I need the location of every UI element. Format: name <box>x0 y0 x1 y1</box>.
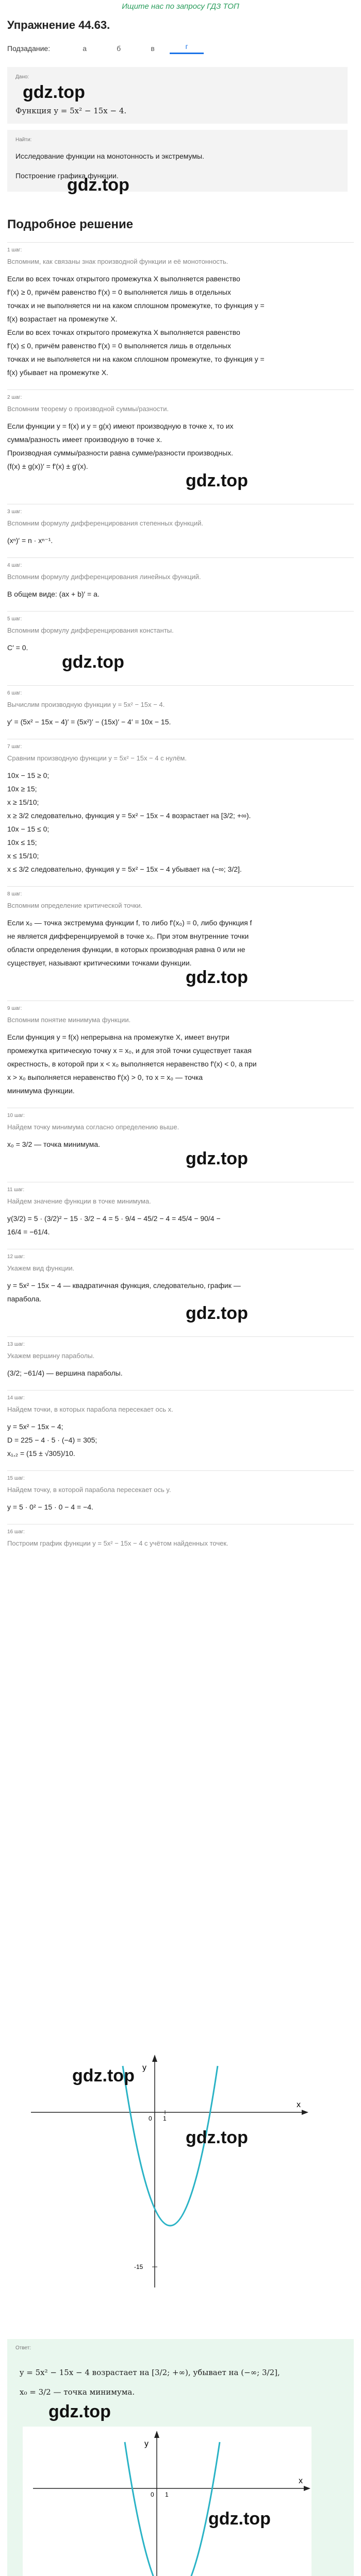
step-line: Если во всех точках открытого промежутка X выполняется равенство <box>7 275 240 283</box>
step-stage: 5 шаг: <box>7 616 22 622</box>
step-stage: 12 шаг: <box>7 1254 25 1260</box>
subtask-option-b[interactable]: б <box>117 44 121 53</box>
subtask-option-a[interactable]: а <box>83 44 87 53</box>
watermark: gdz.top <box>208 2509 271 2529</box>
step-line: окрестность, в которой при x < x₀ выполняется неравенство f′(x) < 0, а при <box>7 1060 257 1068</box>
step-line: Если функция y = f(x) непрерывна на промежутке X, имеет внутри <box>7 1033 229 1041</box>
step-line: x > x₀ выполняется неравенство f′(x) > 0, то x = x₀ — точка <box>7 1073 203 1081</box>
answer-origin-label: 0 <box>151 2491 154 2498</box>
step-stage: 11 шаг: <box>7 1187 25 1193</box>
answer-stage: Ответ: <box>15 2345 31 2351</box>
step-line: y = 5 · 0² − 15 · 0 − 4 = −4. <box>7 1503 93 1511</box>
step-note: Найдем точку минимума согласно определению выше. <box>7 1123 179 1131</box>
step-separator <box>7 685 354 686</box>
solution-heading: Подробное решение <box>7 217 134 231</box>
step-line: минимума функции. <box>7 1087 75 1095</box>
step-note: Вычислим производную функции y = 5x² − 15x − 4. <box>7 701 165 708</box>
subtask-label: Подзадание: <box>7 44 51 53</box>
find-line-1: Исследование функции на монотонность и экстремумы. <box>15 152 204 160</box>
answer-line-1: y = 5x² − 15x − 4 возрастает на [3/2; +∞), убывает на (−∞; 3/2], <box>20 2368 280 2377</box>
step-separator <box>7 557 354 558</box>
step-separator <box>7 389 354 390</box>
step-note: Построим график функции y = 5x² − 15x − 4 с учётом найденных точек. <box>7 1539 228 1547</box>
step-separator <box>7 1336 354 1337</box>
step-line: не является дифференцируемой в точке x₀. При этом внутренние точки <box>7 932 249 940</box>
watermark: gdz.top <box>48 2402 111 2421</box>
answer-line-2: x₀ = 3/2 — точка минимума. <box>20 2387 135 2397</box>
step-line: Если x₀ — точка экстремума функции f, то либо f′(x₀) = 0, либо функция f <box>7 919 252 927</box>
step-stage: 7 шаг: <box>7 744 22 750</box>
function-graph <box>21 2050 309 2293</box>
step-line: области определения функции, в которых производная равна 0 или не <box>7 945 245 954</box>
step-stage: 2 шаг: <box>7 395 22 400</box>
step-line: x ≤ 15/10; <box>7 852 39 860</box>
step-line: В общем виде: (ax + b)′ = a. <box>7 590 100 598</box>
step-note: Вспомним определение критической точки. <box>7 902 143 909</box>
step-line: 10x ≥ 15; <box>7 785 37 793</box>
step-stage: 8 шаг: <box>7 891 22 897</box>
step-note: Вспомним теорему о производной суммы/разности. <box>7 405 169 413</box>
y-axis-label: y <box>142 2063 146 2072</box>
step-line: f(x) возрастает на промежутке X. <box>7 315 118 323</box>
y-axis-arrow <box>152 2055 157 2062</box>
find-stage: Найти: <box>15 137 32 143</box>
step-line: Если во всех точках открытого промежутка X выполняется равенство <box>7 328 240 336</box>
watermark: gdz.top <box>23 82 85 102</box>
step-note: Сравним производную функции y = 5x² − 15x − 4 с нулём. <box>7 754 187 762</box>
answer-x-tick-label: 1 <box>165 2491 169 2498</box>
step-separator <box>7 886 354 887</box>
subtask-option-v[interactable]: в <box>151 44 155 53</box>
step-stage: 3 шаг: <box>7 509 22 515</box>
step-note: Вспомним формулу дифференцирования степенных функций. <box>7 519 203 527</box>
answer-y-label: y <box>144 2439 149 2448</box>
watermark: gdz.top <box>62 652 124 672</box>
step-line: y(3/2) = 5 · (3/2)² − 15 · 3/2 − 4 = 5 · 9/4 − 45/2 − 4 = 45/4 − 90/4 − <box>7 1214 221 1223</box>
watermark: gdz.top <box>186 968 248 987</box>
exercise-title: Упражнение 44.63. <box>7 19 110 31</box>
step-line: (3/2; −61/4) — вершина параболы. <box>7 1369 123 1377</box>
step-line: (f(x) ± g(x))′ = f′(x) ± g′(x). <box>7 462 88 470</box>
step-note: Укажем вершину параболы. <box>7 1352 95 1360</box>
step-note: Найдем точки, в которых парабола пересекает ось x. <box>7 1405 173 1413</box>
step-line: 16/4 = −61/4. <box>7 1228 50 1236</box>
step-line: x ≥ 15/10; <box>7 798 39 806</box>
step-stage: 1 шаг: <box>7 247 22 253</box>
watermark: gdz.top <box>186 2128 248 2147</box>
given-card <box>7 67 348 124</box>
answer-graph <box>23 2427 311 2576</box>
step-line: 10x − 15 ≤ 0; <box>7 825 50 833</box>
step-line: (xⁿ)′ = n · xⁿ⁻¹. <box>7 536 53 545</box>
given-stage: Дано: <box>15 74 29 80</box>
watermark: gdz.top <box>186 1149 248 1168</box>
watermark: gdz.top <box>186 1303 248 1323</box>
step-line: x₀ = 3/2 — точка минимума. <box>7 1140 101 1148</box>
watermark: gdz.top <box>186 471 248 490</box>
find-card <box>7 130 348 192</box>
step-line: f(x) убывает на промежутке X. <box>7 368 108 377</box>
step-note: Найдем значение функции в точке минимума. <box>7 1197 151 1205</box>
step-separator <box>7 611 354 612</box>
step-stage: 4 шаг: <box>7 563 22 568</box>
step-line: f′(x) ≥ 0, причём равенство f′(x) = 0 выполняется лишь в отдельных <box>7 288 231 296</box>
step-stage: 6 шаг: <box>7 690 22 696</box>
step-line: y = 5x² − 15x − 4 — квадратичная функция, следовательно, график — <box>7 1281 241 1290</box>
step-stage: 10 шаг: <box>7 1113 25 1118</box>
step-line: D = 225 − 4 · 5 · (−4) = 305; <box>7 1436 97 1444</box>
watermark: gdz.top <box>72 2066 135 2086</box>
step-stage: 15 шаг: <box>7 1476 25 1481</box>
step-note: Вспомним, как связаны знак производной функции и её монотонность. <box>7 258 228 265</box>
search-hint-link[interactable]: Ищите нас по запросу ГДЗ ТОП <box>122 2 239 11</box>
step-line: x ≤ 3/2 следовательно, функция y = 5x² − 15x − 4 убывает на (−∞; 3/2]. <box>7 865 242 873</box>
step-stage: 13 шаг: <box>7 1342 25 1347</box>
step-line: y = 5x² − 15x − 4; <box>7 1422 63 1431</box>
subtask-selector <box>7 42 204 54</box>
step-note: Укажем вид функции. <box>7 1264 75 1272</box>
x-axis-label: x <box>297 2100 301 2109</box>
step-line: C′ = 0. <box>7 643 28 652</box>
step-separator <box>7 242 354 243</box>
step-stage: 14 шаг: <box>7 1395 25 1401</box>
step-note: Вспомним понятие минимума функции. <box>7 1016 131 1024</box>
step-line: Если функции y = f(x) и y = g(x) имеют производную в точке x, то их <box>7 422 234 430</box>
y-tick-label: -15 <box>134 2263 143 2270</box>
watermark: gdz.top <box>67 175 129 195</box>
answer-block <box>7 2339 354 2576</box>
subtask-option-g[interactable]: г <box>170 42 204 54</box>
step-stage: 16 шаг: <box>7 1529 25 1535</box>
step-line: f′(x) ≤ 0, причём равенство f′(x) = 0 выполняется лишь в отдельных <box>7 342 231 350</box>
step-line: Производная суммы/разности равна сумме/разности производных. <box>7 449 233 457</box>
step-line: парабола. <box>7 1295 42 1303</box>
step-line: x ≥ 3/2 следовательно, функция y = 5x² − 15x − 4 возрастает на [3/2; +∞). <box>7 811 251 820</box>
step-line: существует, называют критическими точками функции. <box>7 959 192 967</box>
step-line: точках и не выполняется ни на каком сплошном промежутке, то функция y = <box>7 355 265 363</box>
find-line-2: Построение графика функции. <box>15 172 119 180</box>
step-note: Вспомним формулу дифференцирования линейных функций. <box>7 573 201 581</box>
step-line: точках и не выполняется ни на каком сплошном промежутке, то функция y = <box>7 301 265 310</box>
step-line: сумма/разность имеет производную в точке x. <box>7 435 162 444</box>
step-separator <box>7 1470 354 1471</box>
step-note: Найдем точку, в которой парабола пересекает ось y. <box>7 1486 171 1494</box>
step-note: Вспомним формулу дифференцирования константы. <box>7 626 174 634</box>
x-tick-label: 1 <box>163 2115 167 2122</box>
step-line: 10x ≤ 15; <box>7 838 37 846</box>
origin-label: 0 <box>149 2115 152 2122</box>
step-line: промежутка критическую точку x = x₀, и для этой точки существует такая <box>7 1046 252 1055</box>
answer-x-label: x <box>299 2477 303 2485</box>
step-separator <box>7 1390 354 1391</box>
step-line: x₁,₂ = (15 ± √305)/10. <box>7 1449 75 1458</box>
step-stage: 9 шаг: <box>7 1006 22 1011</box>
x-axis-arrow <box>302 2110 308 2115</box>
step-line: 10x − 15 ≥ 0; <box>7 771 50 779</box>
given-text: Функция y = 5x² − 15x − 4. <box>15 106 127 115</box>
step-line: y′ = (5x² − 15x − 4)′ = (5x²)′ − (15x)′ − 4′ = 10x − 15. <box>7 718 171 726</box>
